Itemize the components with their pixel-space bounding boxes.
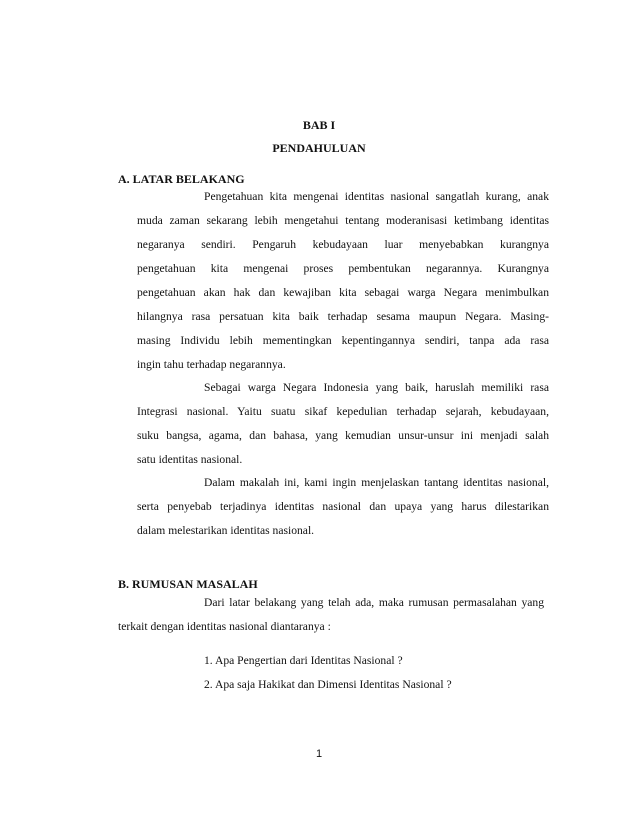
paragraph-line: muda zaman sekarang lebih mengetahui tentang moderanisasi ketimbang identitas: [137, 214, 549, 227]
paragraph-line: negaranya sendiri. Pengaruh kebudayaan luar menyebabkan kurangnya: [137, 238, 549, 251]
paragraph-line: pengetahuan kita mengenai proses pembentukan negarannya. Kurangnya: [137, 262, 549, 275]
paragraph-line: Dalam makalah ini, kami ingin menjelaskan tantang identitas nasional,: [204, 476, 549, 489]
paragraph-line: serta penyebab terjadinya identitas nasional dan upaya yang harus dilestarikan: [137, 500, 549, 513]
paragraph-line: satu identitas nasional.: [137, 453, 243, 466]
paragraph-line: ingin tahu terhadap negarannya.: [137, 358, 286, 371]
paragraph-line: Integrasi nasional. Yaitu suatu sikaf kepedulian terhadap sejarah, kebudayaan,: [137, 405, 549, 418]
paragraph-line: hilangnya rasa persatuan kita baik terhadap sesama maupun Negara. Masing-: [137, 310, 549, 323]
paragraph-line: Pengetahuan kita mengenai identitas nasional sangatlah kurang, anak: [204, 190, 549, 203]
paragraph-line: Sebagai warga Negara Indonesia yang baik, haruslah memiliki rasa: [204, 381, 549, 394]
paragraph-line: terkait dengan identitas nasional diantaranya :: [118, 620, 331, 633]
paragraph-line: Dari latar belakang yang telah ada, maka rumusan permasalahan yang: [204, 596, 544, 609]
paragraph-line: dalam melestarikan identitas nasional.: [137, 524, 315, 537]
paragraph-line: masing Individu lebih mementingkan kepentingannya sendiri, tanpa ada rasa: [137, 334, 549, 347]
paragraph-line: suku bangsa, agama, dan bahasa, yang kemudian unsur-unsur ini menjadi salah: [137, 429, 549, 442]
section-b-heading: B. RUMUSAN MASALAH: [118, 577, 258, 591]
page-number: 1: [315, 748, 323, 760]
chapter-title: PENDAHULUAN: [272, 141, 366, 155]
list-item: 1. Apa Pengertian dari Identitas Nasional ?: [204, 654, 403, 667]
list-item: 2. Apa saja Hakikat dan Dimensi Identitas Nasional ?: [204, 678, 452, 691]
chapter-label: BAB I: [302, 118, 336, 132]
paragraph-line: pengetahuan akan hak dan kewajiban kita sebagai warga Negara menimbulkan: [137, 286, 549, 299]
section-a-heading: A. LATAR BELAKANG: [118, 172, 245, 186]
